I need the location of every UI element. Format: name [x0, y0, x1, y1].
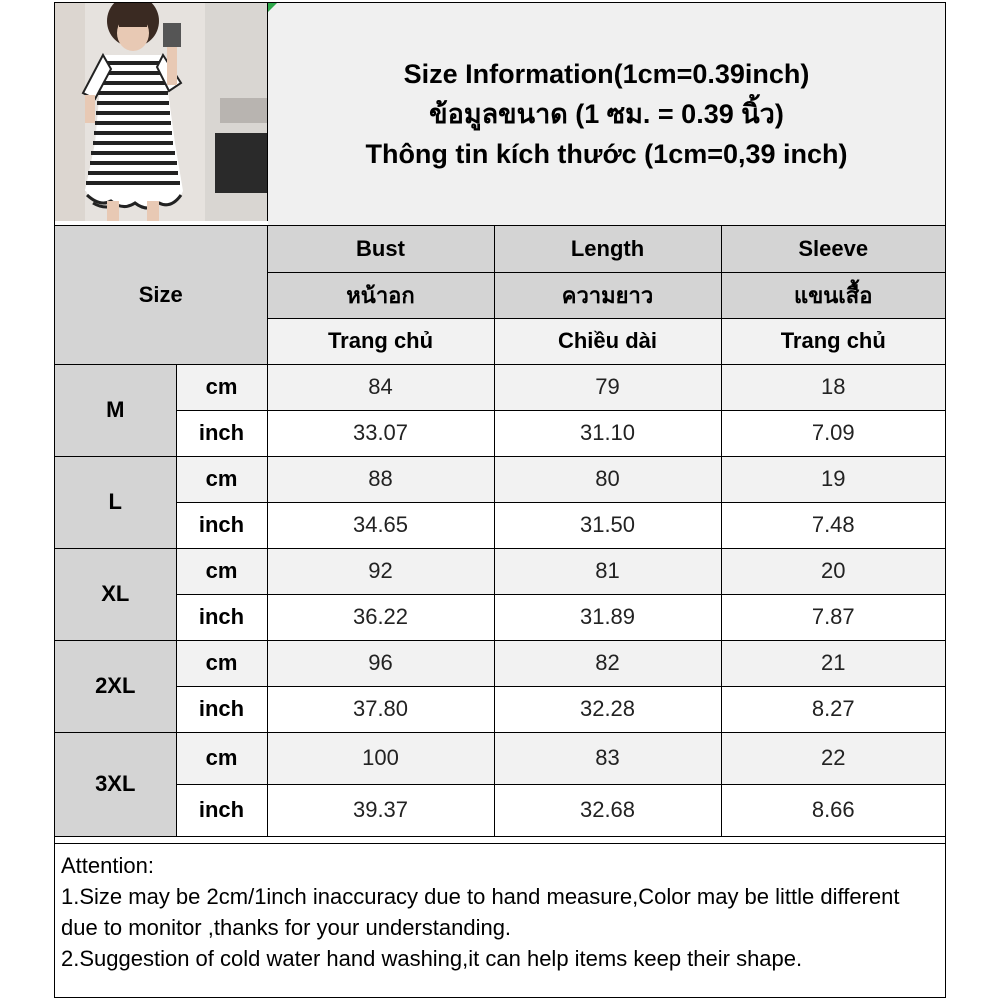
length-cm-value: 80	[494, 456, 721, 502]
bust-cm-value: 88	[267, 456, 494, 502]
table-row	[55, 456, 945, 502]
unit-cm: cm	[176, 732, 267, 784]
unit-cm: cm	[176, 364, 267, 410]
corner-marker-icon	[268, 3, 277, 12]
sleeve-cm-value: 19	[721, 456, 945, 502]
bust-cm-value: 100	[267, 732, 494, 784]
length-cm-value: 83	[494, 732, 721, 784]
length-cm-value: 79	[494, 364, 721, 410]
title-english: Size Information(1cm=0.39inch)	[403, 59, 810, 89]
bust-inch-value: 37.80	[267, 686, 494, 732]
length-inch-value: 32.68	[494, 784, 721, 836]
unit-cm: cm	[176, 548, 267, 594]
size-column-header: Size	[55, 226, 267, 364]
header-row-english	[55, 226, 945, 272]
unit-inch: inch	[176, 784, 267, 836]
attention-notes	[55, 843, 945, 997]
size-label-l: L	[55, 456, 176, 548]
col-sleeve-vi: Trang chủ	[721, 318, 945, 364]
size-label-2xl: 2XL	[55, 640, 176, 732]
title-vietnamese: Thông tin kích thước (1cm=0,39 inch)	[365, 139, 848, 169]
length-inch-value: 31.10	[494, 410, 721, 456]
col-sleeve-en: Sleeve	[721, 226, 945, 272]
bust-inch-value: 39.37	[267, 784, 494, 836]
table-row	[55, 784, 945, 836]
sleeve-cm-value: 22	[721, 732, 945, 784]
col-length-en: Length	[494, 226, 721, 272]
bust-cm-value: 92	[267, 548, 494, 594]
sleeve-inch-value: 8.27	[721, 686, 945, 732]
bust-inch-value: 33.07	[267, 410, 494, 456]
dress-model-image	[55, 3, 267, 221]
table-row	[55, 502, 945, 548]
notes-heading: Attention:	[61, 853, 154, 878]
title-thai: ข้อมูลขนาด (1 ซม. = 0.39 นิ้ว)	[429, 99, 784, 129]
unit-inch: inch	[176, 502, 267, 548]
length-cm-value: 81	[494, 548, 721, 594]
chart-header	[55, 3, 945, 226]
sleeve-inch-value: 7.48	[721, 502, 945, 548]
table-row	[55, 732, 945, 784]
size-table	[55, 226, 945, 837]
unit-inch: inch	[176, 594, 267, 640]
col-length-vi: Chiều dài	[494, 318, 721, 364]
length-inch-value: 31.89	[494, 594, 721, 640]
table-row	[55, 640, 945, 686]
sleeve-inch-value: 7.87	[721, 594, 945, 640]
note-line-1: 1.Size may be 2cm/1inch inaccuracy due to hand measure,Color may be little different due to monitor ,thanks for your understanding.	[61, 884, 900, 940]
col-bust-en: Bust	[267, 226, 494, 272]
sleeve-inch-value: 7.09	[721, 410, 945, 456]
length-inch-value: 31.50	[494, 502, 721, 548]
sleeve-cm-value: 20	[721, 548, 945, 594]
table-row	[55, 594, 945, 640]
col-length-th: ความยาว	[494, 272, 721, 318]
table-row	[55, 548, 945, 594]
size-label-3xl: 3XL	[55, 732, 176, 836]
note-line-2: 2.Suggestion of cold water hand washing,it can help items keep their shape.	[61, 946, 803, 971]
bust-inch-value: 36.22	[267, 594, 494, 640]
unit-cm: cm	[176, 456, 267, 502]
sleeve-inch-value: 8.66	[721, 784, 945, 836]
size-info-title-box	[268, 3, 945, 225]
col-sleeve-th: แขนเสื้อ	[721, 272, 945, 318]
size-chart-sheet	[54, 2, 946, 998]
table-row	[55, 410, 945, 456]
unit-inch: inch	[176, 686, 267, 732]
col-bust-th: หน้าอก	[267, 272, 494, 318]
size-label-xl: XL	[55, 548, 176, 640]
bust-cm-value: 84	[267, 364, 494, 410]
bust-inch-value: 34.65	[267, 502, 494, 548]
sleeve-cm-value: 21	[721, 640, 945, 686]
length-cm-value: 82	[494, 640, 721, 686]
table-row	[55, 364, 945, 410]
bust-cm-value: 96	[267, 640, 494, 686]
length-inch-value: 32.28	[494, 686, 721, 732]
unit-cm: cm	[176, 640, 267, 686]
sleeve-cm-value: 18	[721, 364, 945, 410]
table-row	[55, 686, 945, 732]
size-label-m: M	[55, 364, 176, 456]
product-photo	[55, 3, 268, 221]
unit-inch: inch	[176, 410, 267, 456]
col-bust-vi: Trang chủ	[267, 318, 494, 364]
